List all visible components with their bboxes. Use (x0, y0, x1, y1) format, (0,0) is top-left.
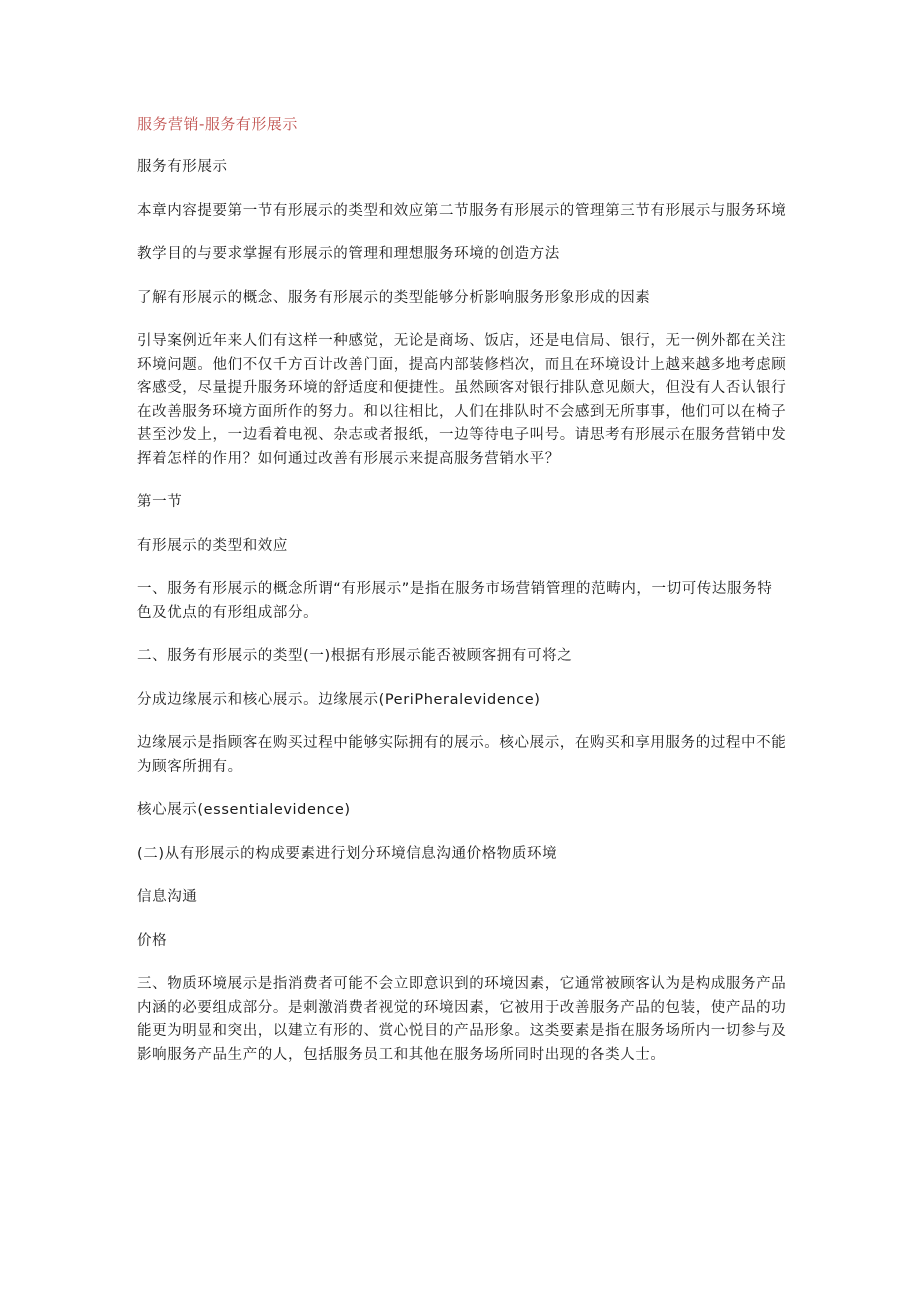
paragraph-understand: 了解有形展示的概念、服务有形展示的类型能够分析影响服务形象形成的因素 (137, 289, 651, 306)
paragraph-chapter-summary: 本章内容提要第一节有形展示的类型和效应第二节服务有形展示的管理第三节有形展示与服务环境 (137, 202, 787, 219)
paragraph-physical-environment: 三、物质环境展示是指消费者可能不会立即意识到的环境因素，它通常被顾客认为是构成服务产品内涵的必要组成部分。是刺激消费者视觉的环境因素，它被用于改善服务产品的包装，使产品的功能更为明显和突出，以建立有形的、赏心悦目的产品形象。这类要素是指在服务场所内一切参与及影响服务产品生产的人，包括服务员工和其他在服务场所同时出现的各类人士。 (137, 976, 787, 1063)
paragraph-peripheral-definition: 边缘展示是指顾客在购买过程中能够实际拥有的展示。核心展示，在购买和享用服务的过程中不能为顾客所拥有。 (137, 735, 787, 775)
paragraph-types: 二、服务有形展示的类型(一)根据有形展示能否被顾客拥有可将之 (137, 648, 573, 664)
paragraph-communication: 信息沟通 (137, 889, 198, 905)
paragraph-components: (二)从有形展示的构成要素进行划分环境信息沟通价格物质环境 (137, 845, 558, 862)
paragraph-essential: 核心展示(essentialevidence) (137, 802, 351, 818)
paragraph-section-title: 有形展示的类型和效应 (137, 537, 288, 554)
paragraph-concept: 一、服务有形展示的概念所谓“有形展示”是指在服务市场营销管理的范畴内，一切可传达服务特色及优点的有形组成部分。 (137, 581, 773, 621)
paragraph-price: 价格 (137, 932, 168, 949)
paragraph-section-one: 第一节 (137, 494, 183, 510)
paragraph-case: 引导案例近年来人们有这样一种感觉，无论是商场、饭店，还是电信局、银行，无一例外都在关注环境问题。他们不仅千方百计改善门面，提高内部装修档次，而且在环境设计上越来越多地考虑顾客感受，尽量提升服务环境的舒适度和便捷性。虽然顾客对银行排队意见颇大，但没有人否认银行在改善服务环境方面所作的努力。和以往相比，人们在排队时不会感到无所事事，他们可以在椅子甚至沙发上，一边看着电视、杂志或者报纸，一边等待电子叫号。请思考有形展示在服务营销中发挥着怎样的作用？如何通过改善有形展示来提高服务营销水平？ (137, 333, 787, 467)
paragraph-peripheral: 分成边缘展示和核心展示。边缘展示(PeriPheralevidence) (137, 691, 541, 708)
paragraph-heading: 服务有形展示 (137, 159, 228, 175)
paragraph-teaching-goals: 教学目的与要求掌握有形展示的管理和理想服务环境的创造方法 (137, 246, 560, 262)
document-title: 服务营销-服务有形展示 (137, 115, 298, 133)
document-page (137, 112, 787, 1087)
